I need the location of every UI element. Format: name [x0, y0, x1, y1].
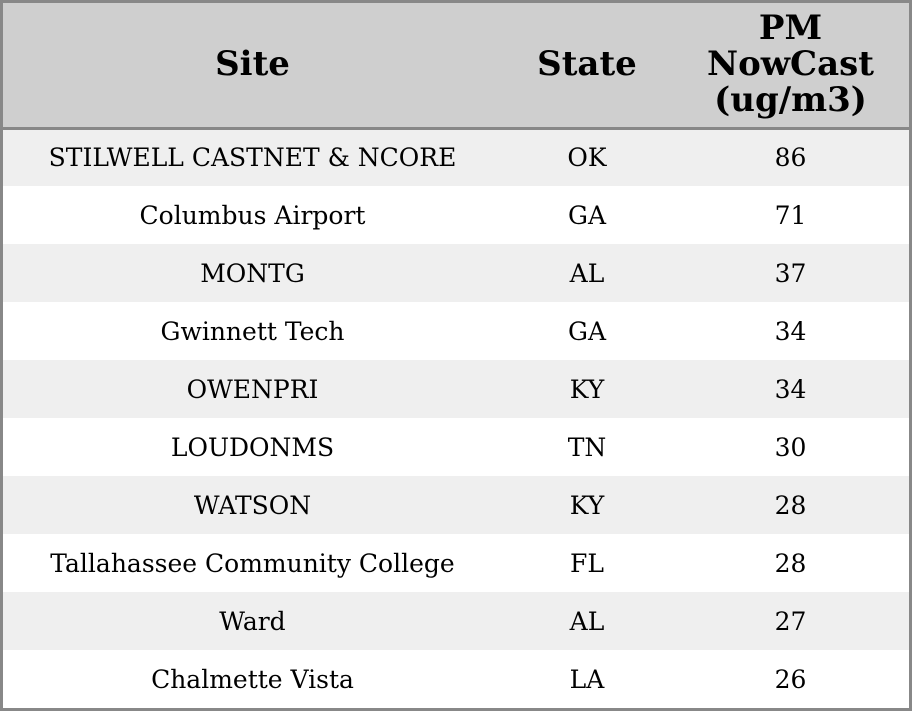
cell-state: KY [569, 490, 605, 520]
table-row [3, 592, 909, 650]
cell-site: Tallahassee Community College [50, 548, 455, 578]
cell-pm-value: 28 [774, 490, 807, 520]
header-row [3, 3, 909, 128]
cell-pm-value: 26 [774, 664, 807, 694]
cell-state: KY [569, 374, 605, 404]
cell-site: Chalmette Vista [151, 664, 354, 694]
cell-site: LOUDONMS [170, 432, 335, 462]
pm-nowcast-table [3, 3, 909, 708]
cell-state: AL [569, 606, 605, 636]
table-row [3, 244, 909, 302]
table-row [3, 302, 909, 360]
cell-pm-value: 34 [774, 374, 807, 404]
header-pm-line-2: NowCast [707, 43, 874, 84]
cell-pm-value: 37 [774, 258, 807, 288]
cell-pm-value: 34 [774, 316, 807, 346]
cell-pm-value: 30 [774, 432, 807, 462]
header-pm-nowcast [672, 3, 909, 128]
cell-state: LA [569, 664, 605, 694]
header-site: Site [3, 3, 502, 128]
table-row [3, 534, 909, 592]
cell-state: FL [570, 548, 604, 578]
header-pm-line-1: PM [758, 8, 823, 49]
cell-state: GA [567, 200, 607, 230]
cell-site: Columbus Airport [139, 200, 366, 230]
cell-state: TN [567, 432, 607, 462]
cell-state: OK [567, 143, 607, 173]
cell-site: STILWELL CASTNET & NCORE [48, 143, 457, 173]
table-row [3, 360, 909, 418]
table-header [3, 3, 909, 128]
table-row [3, 476, 909, 534]
table-row [3, 186, 909, 244]
cell-pm-value: 86 [774, 143, 807, 173]
cell-pm-value: 27 [774, 606, 807, 636]
header-state: State [502, 3, 672, 128]
cell-site: OWENPRI [186, 374, 319, 404]
cell-state: GA [567, 316, 607, 346]
table-row [3, 650, 909, 708]
cell-pm-value: 71 [774, 200, 807, 230]
table-row [3, 418, 909, 476]
cell-site: Gwinnett Tech [160, 316, 345, 346]
cell-site: MONTG [200, 258, 305, 288]
cell-state: AL [569, 258, 605, 288]
table-row [3, 128, 909, 186]
cell-site: Ward [219, 606, 286, 636]
cell-site: WATSON [193, 490, 312, 520]
header-pm-line-3: (ug/m3) [714, 79, 867, 120]
cell-pm-value: 28 [774, 548, 807, 578]
table-body [3, 128, 909, 708]
